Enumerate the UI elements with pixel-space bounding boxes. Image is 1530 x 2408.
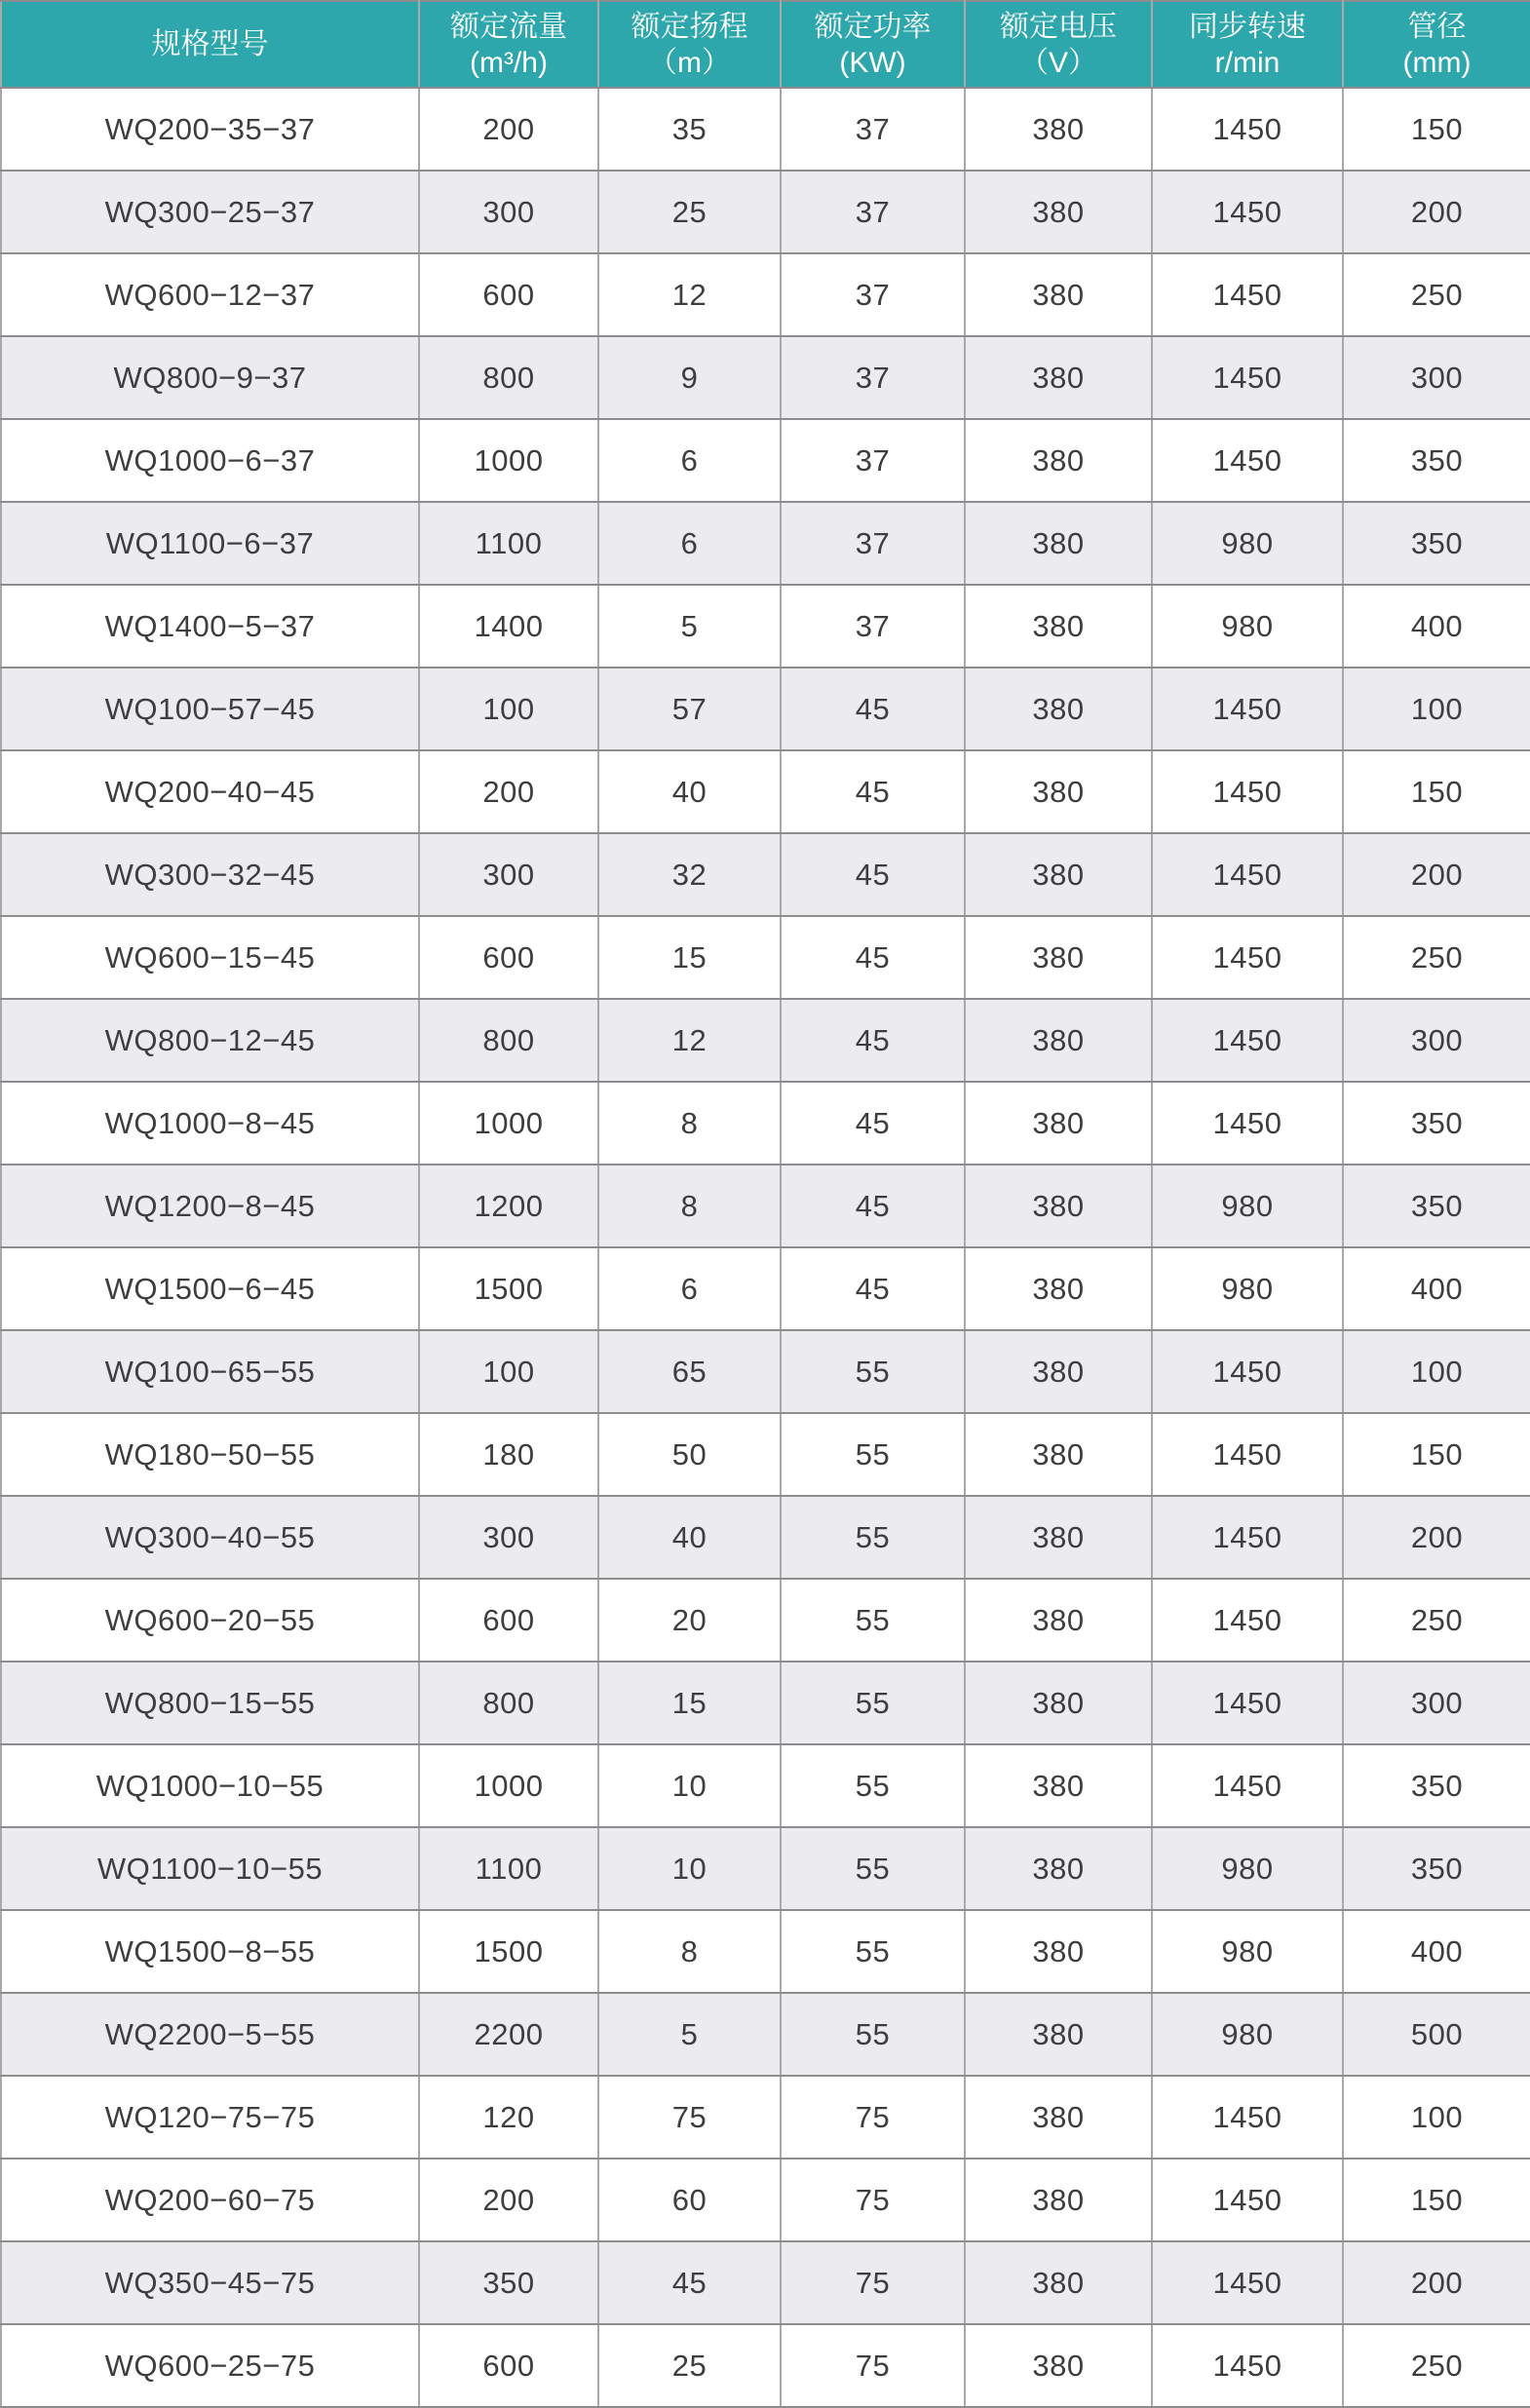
cell-power: 37 [781,419,965,502]
cell-speed: 980 [1152,1165,1343,1247]
table-row [1,1247,1530,1330]
cell-model: WQ200−60−75 [1,2159,419,2241]
cell-power: 45 [781,916,965,999]
cell-power: 55 [781,1413,965,1496]
cell-diameter: 250 [1343,253,1530,336]
cell-flow: 100 [419,1330,598,1413]
cell-speed: 980 [1152,585,1343,668]
cell-voltage: 380 [965,336,1152,419]
cell-head: 65 [598,1330,781,1413]
cell-diameter: 350 [1343,1082,1530,1165]
table-row [1,1165,1530,1247]
cell-voltage: 380 [965,585,1152,668]
cell-voltage: 380 [965,1330,1152,1413]
cell-power: 55 [781,1910,965,1993]
cell-flow: 1500 [419,1247,598,1330]
table-row [1,502,1530,585]
cell-diameter: 300 [1343,999,1530,1082]
cell-voltage: 380 [965,253,1152,336]
cell-diameter: 150 [1343,2159,1530,2241]
cell-head: 10 [598,1827,781,1910]
cell-speed: 980 [1152,502,1343,585]
cell-diameter: 350 [1343,502,1530,585]
cell-power: 37 [781,253,965,336]
cell-power: 45 [781,750,965,833]
cell-model: WQ800−12−45 [1,999,419,1082]
cell-speed: 1450 [1152,2241,1343,2324]
cell-flow: 2200 [419,1993,598,2076]
cell-voltage: 380 [965,1247,1152,1330]
cell-power: 45 [781,999,965,1082]
cell-model: WQ180−50−55 [1,1413,419,1496]
cell-diameter: 200 [1343,2241,1530,2324]
cell-voltage: 380 [965,1993,1152,2076]
cell-power: 55 [781,1827,965,1910]
table-row [1,1744,1530,1827]
cell-power: 45 [781,1247,965,1330]
cell-model: WQ1400−5−37 [1,585,419,668]
cell-flow: 180 [419,1413,598,1496]
cell-power: 55 [781,1662,965,1744]
cell-head: 10 [598,1744,781,1827]
cell-head: 35 [598,88,781,171]
table-row [1,2324,1530,2407]
cell-speed: 1450 [1152,88,1343,171]
col-header-head [598,1,781,88]
cell-flow: 1200 [419,1165,598,1247]
cell-flow: 1000 [419,1082,598,1165]
cell-head: 12 [598,999,781,1082]
cell-voltage: 380 [965,1413,1152,1496]
cell-speed: 1450 [1152,916,1343,999]
cell-flow: 600 [419,1579,598,1662]
cell-model: WQ1000−6−37 [1,419,419,502]
table-row [1,916,1530,999]
cell-voltage: 380 [965,88,1152,171]
cell-head: 6 [598,1247,781,1330]
cell-speed: 1450 [1152,2159,1343,2241]
cell-head: 6 [598,419,781,502]
cell-voltage: 380 [965,2076,1152,2159]
cell-voltage: 380 [965,2159,1152,2241]
col-header-power-unit: (KW) [839,46,906,79]
cell-head: 50 [598,1413,781,1496]
cell-power: 45 [781,1165,965,1247]
cell-model: WQ100−65−55 [1,1330,419,1413]
table-row [1,171,1530,253]
cell-flow: 120 [419,2076,598,2159]
cell-model: WQ1000−10−55 [1,1744,419,1827]
cell-voltage: 380 [965,2324,1152,2407]
cell-flow: 600 [419,2324,598,2407]
table-header [1,1,1530,88]
cell-power: 45 [781,668,965,750]
cell-model: WQ1100−10−55 [1,1827,419,1910]
col-header-head-label: 额定扬程 [631,10,748,43]
cell-head: 40 [598,1496,781,1579]
cell-power: 75 [781,2076,965,2159]
table-row [1,1330,1530,1413]
cell-voltage: 380 [965,1827,1152,1910]
cell-power: 37 [781,336,965,419]
cell-speed: 1450 [1152,668,1343,750]
cell-speed: 1450 [1152,2076,1343,2159]
cell-head: 8 [598,1910,781,1993]
cell-model: WQ300−25−37 [1,171,419,253]
cell-model: WQ600−12−37 [1,253,419,336]
cell-diameter: 350 [1343,419,1530,502]
cell-model: WQ100−57−45 [1,668,419,750]
cell-speed: 1450 [1152,1579,1343,1662]
table-row [1,1413,1530,1496]
col-header-speed-label: 同步转速 [1189,10,1306,43]
cell-flow: 1000 [419,419,598,502]
table-row [1,2241,1530,2324]
cell-model: WQ800−9−37 [1,336,419,419]
cell-voltage: 380 [965,1496,1152,1579]
table-row [1,1496,1530,1579]
col-header-speed-unit: r/min [1214,46,1281,79]
cell-power: 55 [781,1330,965,1413]
table-row [1,2076,1530,2159]
col-header-voltage-label: 额定电压 [1000,10,1117,43]
cell-speed: 1450 [1152,1082,1343,1165]
cell-model: WQ1200−8−45 [1,1165,419,1247]
cell-head: 60 [598,2159,781,2241]
cell-flow: 1100 [419,1827,598,1910]
cell-flow: 1500 [419,1910,598,1993]
cell-head: 45 [598,2241,781,2324]
table-row [1,1082,1530,1165]
cell-diameter: 500 [1343,1993,1530,2076]
cell-flow: 800 [419,1662,598,1744]
cell-head: 6 [598,502,781,585]
cell-diameter: 250 [1343,1579,1530,1662]
table-row [1,668,1530,750]
cell-model: WQ300−32−45 [1,833,419,916]
cell-speed: 1450 [1152,1662,1343,1744]
cell-voltage: 380 [965,833,1152,916]
header-row [1,1,1530,88]
cell-head: 8 [598,1082,781,1165]
cell-diameter: 150 [1343,750,1530,833]
cell-diameter: 400 [1343,1910,1530,1993]
table-row [1,1827,1530,1910]
cell-head: 15 [598,916,781,999]
cell-model: WQ1100−6−37 [1,502,419,585]
cell-flow: 200 [419,88,598,171]
cell-voltage: 380 [965,1744,1152,1827]
cell-diameter: 150 [1343,88,1530,171]
cell-head: 8 [598,1165,781,1247]
cell-power: 45 [781,833,965,916]
cell-diameter: 250 [1343,916,1530,999]
table-row [1,833,1530,916]
cell-flow: 300 [419,171,598,253]
cell-head: 9 [598,336,781,419]
cell-voltage: 380 [965,419,1152,502]
cell-power: 37 [781,502,965,585]
cell-flow: 600 [419,916,598,999]
cell-model: WQ600−20−55 [1,1579,419,1662]
cell-power: 55 [781,1579,965,1662]
cell-head: 5 [598,1993,781,2076]
table-row [1,336,1530,419]
cell-head: 57 [598,668,781,750]
cell-model: WQ120−75−75 [1,2076,419,2159]
cell-model: WQ1500−8−55 [1,1910,419,1993]
cell-speed: 980 [1152,1827,1343,1910]
cell-flow: 800 [419,336,598,419]
table-row [1,1910,1530,1993]
cell-voltage: 380 [965,1910,1152,1993]
cell-power: 55 [781,1496,965,1579]
table-row [1,88,1530,171]
col-header-diameter [1343,1,1530,88]
col-header-flow-unit: (m³/h) [470,46,548,79]
col-header-flow [419,1,598,88]
cell-diameter: 100 [1343,1330,1530,1413]
cell-diameter: 200 [1343,833,1530,916]
table-row [1,253,1530,336]
cell-diameter: 200 [1343,1496,1530,1579]
cell-flow: 300 [419,1496,598,1579]
cell-flow: 200 [419,2159,598,2241]
cell-voltage: 380 [965,1579,1152,1662]
cell-power: 75 [781,2241,965,2324]
cell-head: 75 [598,2076,781,2159]
table-row [1,2159,1530,2241]
cell-model: WQ1500−6−45 [1,1247,419,1330]
cell-speed: 1450 [1152,999,1343,1082]
col-header-head-unit: （m） [648,46,731,79]
col-header-voltage [965,1,1152,88]
cell-power: 75 [781,2159,965,2241]
cell-head: 40 [598,750,781,833]
col-header-voltage-unit: （V） [1018,46,1097,79]
cell-flow: 200 [419,750,598,833]
cell-head: 5 [598,585,781,668]
table-body [1,88,1530,2407]
cell-model: WQ200−40−45 [1,750,419,833]
cell-voltage: 380 [965,1165,1152,1247]
cell-diameter: 350 [1343,1165,1530,1247]
cell-flow: 1400 [419,585,598,668]
cell-head: 15 [598,1662,781,1744]
table-row [1,1662,1530,1744]
cell-speed: 1450 [1152,171,1343,253]
cell-power: 55 [781,1744,965,1827]
cell-model: WQ1000−8−45 [1,1082,419,1165]
cell-diameter: 250 [1343,2324,1530,2407]
cell-voltage: 380 [965,502,1152,585]
cell-diameter: 400 [1343,1247,1530,1330]
cell-voltage: 380 [965,171,1152,253]
col-header-flow-label: 额定流量 [450,10,567,43]
cell-flow: 1000 [419,1744,598,1827]
table-row [1,585,1530,668]
cell-diameter: 350 [1343,1744,1530,1827]
cell-voltage: 380 [965,916,1152,999]
cell-voltage: 380 [965,1662,1152,1744]
cell-model: WQ300−40−55 [1,1496,419,1579]
table-row [1,419,1530,502]
cell-head: 20 [598,1579,781,1662]
cell-flow: 100 [419,668,598,750]
table-row [1,750,1530,833]
cell-voltage: 380 [965,2241,1152,2324]
cell-speed: 1450 [1152,419,1343,502]
cell-flow: 350 [419,2241,598,2324]
col-header-power [781,1,965,88]
table-row [1,1993,1530,2076]
cell-speed: 980 [1152,1993,1343,2076]
col-header-power-label: 额定功率 [814,10,932,43]
cell-speed: 980 [1152,1247,1343,1330]
cell-head: 32 [598,833,781,916]
cell-diameter: 300 [1343,1662,1530,1744]
cell-speed: 1450 [1152,1330,1343,1413]
table-row [1,1579,1530,1662]
col-header-model [1,1,419,88]
cell-head: 12 [598,253,781,336]
cell-model: WQ2200−5−55 [1,1993,419,2076]
cell-diameter: 400 [1343,585,1530,668]
cell-model: WQ600−25−75 [1,2324,419,2407]
cell-diameter: 100 [1343,2076,1530,2159]
cell-power: 37 [781,171,965,253]
cell-speed: 1450 [1152,336,1343,419]
cell-power: 45 [781,1082,965,1165]
cell-speed: 1450 [1152,1413,1343,1496]
cell-diameter: 300 [1343,336,1530,419]
cell-flow: 800 [419,999,598,1082]
cell-speed: 980 [1152,1910,1343,1993]
cell-voltage: 380 [965,668,1152,750]
cell-speed: 1450 [1152,1496,1343,1579]
cell-model: WQ600−15−45 [1,916,419,999]
cell-power: 55 [781,1993,965,2076]
table-row [1,999,1530,1082]
col-header-diameter-label: 管径 [1407,10,1467,43]
cell-voltage: 380 [965,1082,1152,1165]
cell-model: WQ350−45−75 [1,2241,419,2324]
cell-speed: 1450 [1152,1744,1343,1827]
cell-speed: 1450 [1152,833,1343,916]
cell-flow: 300 [419,833,598,916]
cell-diameter: 350 [1343,1827,1530,1910]
cell-model: WQ200−35−37 [1,88,419,171]
cell-model: WQ800−15−55 [1,1662,419,1744]
cell-power: 37 [781,585,965,668]
cell-diameter: 150 [1343,1413,1530,1496]
cell-flow: 1100 [419,502,598,585]
cell-voltage: 380 [965,750,1152,833]
cell-diameter: 100 [1343,668,1530,750]
cell-head: 25 [598,171,781,253]
col-header-speed [1152,1,1343,88]
cell-power: 37 [781,88,965,171]
col-header-diameter-unit: (mm) [1402,46,1472,79]
cell-head: 25 [598,2324,781,2407]
cell-power: 75 [781,2324,965,2407]
cell-speed: 1450 [1152,750,1343,833]
cell-diameter: 200 [1343,171,1530,253]
cell-speed: 1450 [1152,2324,1343,2407]
cell-flow: 600 [419,253,598,336]
cell-voltage: 380 [965,999,1152,1082]
cell-speed: 1450 [1152,253,1343,336]
col-header-model-label: 规格型号 [151,28,269,60]
